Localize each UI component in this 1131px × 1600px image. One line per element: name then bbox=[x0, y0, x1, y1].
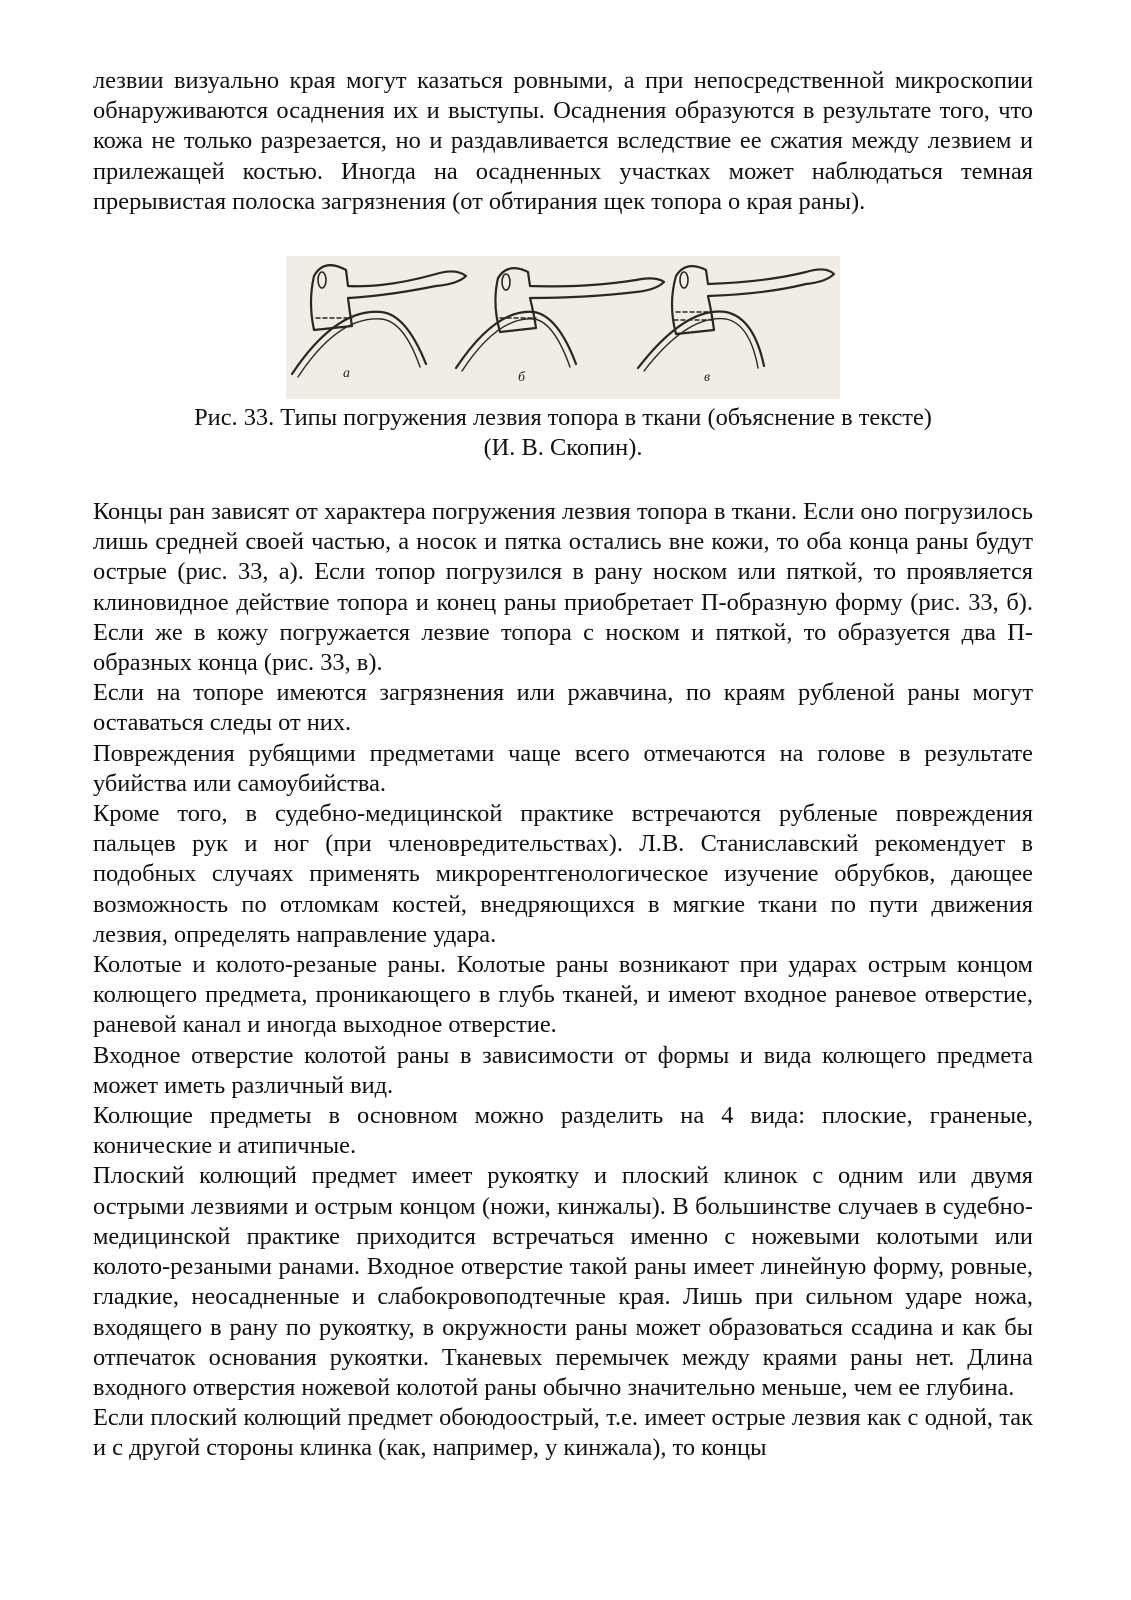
paragraph: Колющие предметы в основном можно разделить на 4 вида: плоские, граненые, конические и атипичные. bbox=[93, 1102, 1033, 1160]
paragraph: Концы ран зависят от характера погружения лезвия топора в ткани. Если оно погрузилось лишь средней своей частью, а носок и пятка остались вне кожи, то оба конца раны будут острые (рис. 33, а). Если топор погрузился в рану носком или пяткой, то проявляется клиновидное действие топора и конец раны приобретает П-образную форму (рис. 33, б). Если же в кожу погружается лезвие топора с носком и пяткой, то образуется два П-образных конца (рис. 33, в). bbox=[93, 498, 1033, 677]
axe-figure-image bbox=[286, 256, 840, 399]
figure-caption bbox=[93, 403, 1033, 463]
top-paragraph: лезвии визуально края могут казаться ровными, а при непосредственной микроскопии обнаруживаются осаднения их и выступы. Осаднения образуются в результате того, что кожа не только разрезается, но и раздавливается вследствие ее сжатия между лезвием и прилежащей костью. Иногда на осадненных участках может наблюдаться темная прерывистая полоска загрязнения (от обтирания щек топора о края раны). bbox=[93, 67, 1033, 215]
paragraph: Если на топоре имеются загрязнения или ржавчина, по краям рубленой раны могут оставаться следы от них. bbox=[93, 679, 1033, 737]
paragraph: Колотые и колото-резаные раны. Колотые раны возникают при ударах острым концом колющего предмета, проникающего в глубь тканей, и имеют входное раневое отверстие, раневой канал и иногда выходное отверстие. bbox=[93, 951, 1033, 1039]
figure-label-a: а bbox=[343, 366, 350, 382]
figure-label-v: в bbox=[704, 370, 711, 386]
paragraph: Входное отверстие колотой раны в зависимости от формы и вида колющего предмета может иметь различный вид. bbox=[93, 1041, 1033, 1099]
figure-caption-line-2: (И. В. Скопин). bbox=[483, 434, 643, 462]
figure-caption-line-1: Рис. 33. Типы погружения лезвия топора в ткани (объяснение в тексте) bbox=[194, 404, 932, 432]
paragraph: Кроме того, в судебно-медицинской практике встречаются рубленые повреждения пальцев рук и ног (при членовредительствах). Л.В. Станиславский рекомендует в подобных случаях применять микрорентгенологическое изучение обрубков, дающее возможность по отломкам костей, внедряющихся в мягкие ткани по пути движения лезвия, определять направление удара. bbox=[93, 800, 1033, 948]
figure-label-b: б bbox=[518, 370, 526, 386]
paragraph: Плоский колющий предмет имеет рукоятку и плоский клинок с одним или двумя острыми лезвиями и острым концом (ножи, кинжалы). В большинстве случаев в судебно-медицинской практике приходится встречаться именно с ножевыми колотыми или колото-резаными ранами. Входное отверстие такой раны имеет линейную форму, ровные, гладкие, неосадненные и слабокровоподтечные края. Лишь при сильном ударе ножа, входящего в рану по рукоятку, в окружности раны может образоваться ссадина и как бы отпечаток основания рукоятки. Тканевых перемычек между краями раны нет. Длина входного отверстия ножевой колотой раны обычно значительно меньше, чем ее глубина. bbox=[93, 1162, 1033, 1401]
paragraph: Повреждения рубящими предметами чаще всего отмечаются на голове в результате убийства или самоубийства. bbox=[93, 739, 1033, 797]
figure-background bbox=[286, 256, 840, 399]
body-text bbox=[93, 497, 1033, 1464]
figure-33 bbox=[93, 256, 1033, 463]
paragraph: Если плоский колющий предмет обоюдоострый, т.е. имеет острые лезвия как с одной, так и с другой стороны клинка (как, например, у кинжала), то концы bbox=[93, 1404, 1033, 1462]
